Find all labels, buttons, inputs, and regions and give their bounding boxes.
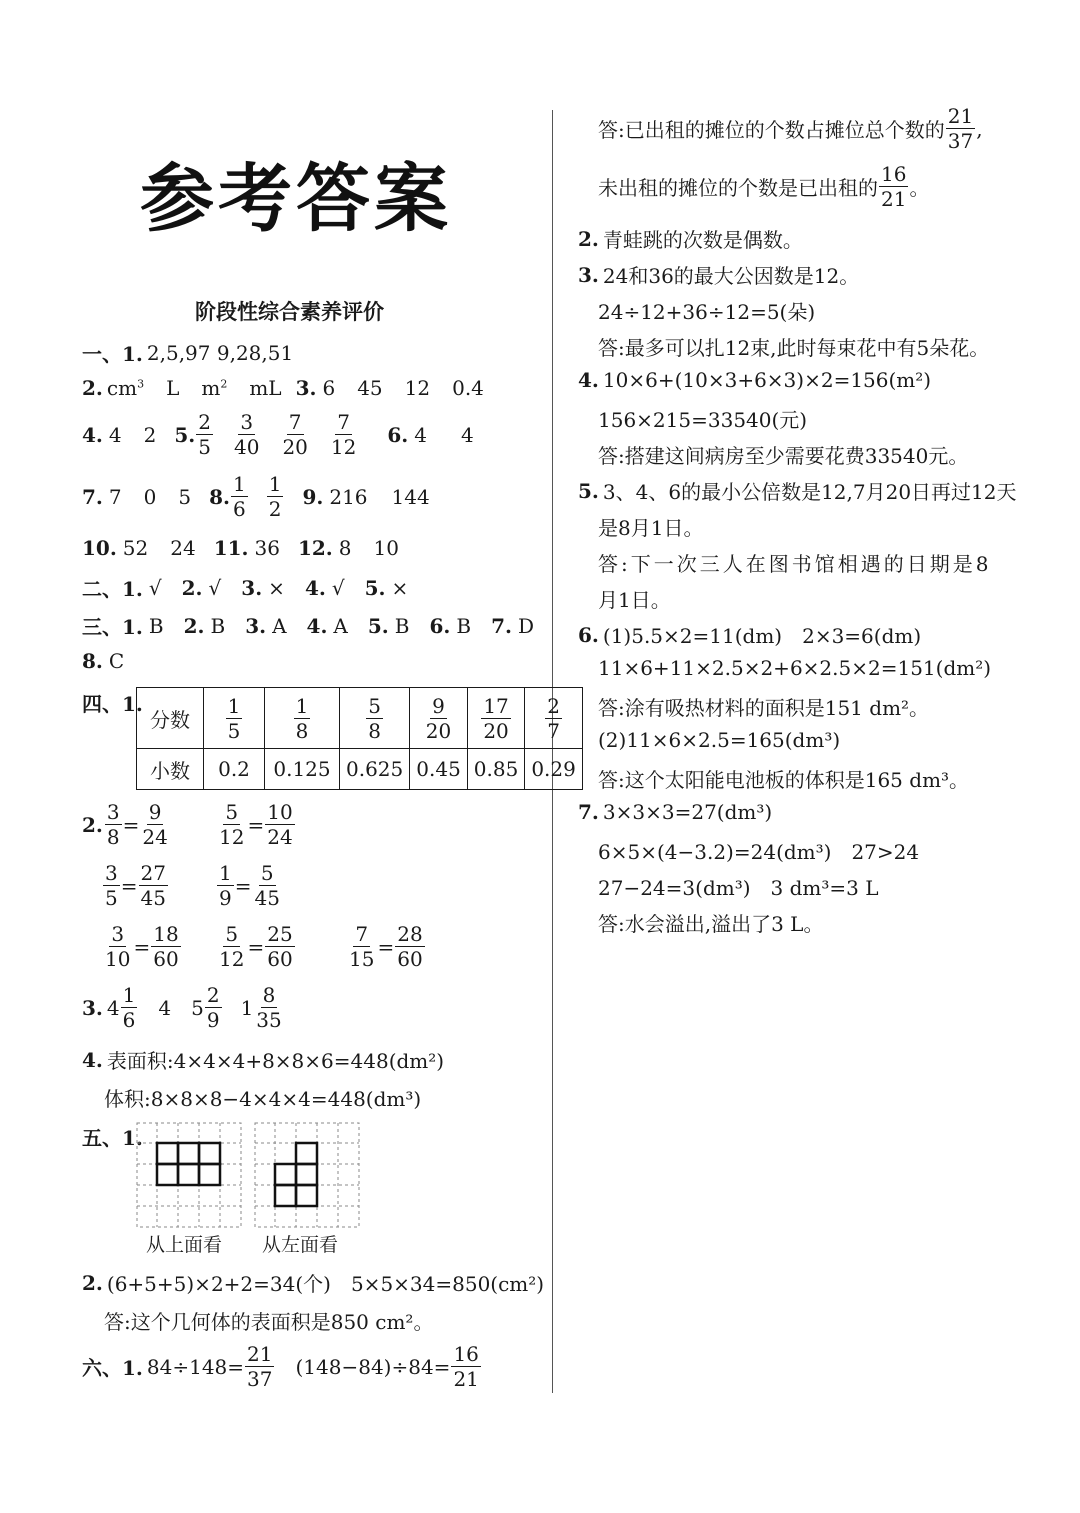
answer-text: 答:这个几何体的表面积是850 cm²。 xyxy=(104,1310,434,1334)
fraction: $\frac{5}{45}$ xyxy=(254,861,280,910)
answer-text: 答:这个太阳能电池板的体积是165 dm³。 xyxy=(598,768,970,792)
fraction: $\frac{9}{24}$ xyxy=(142,800,168,849)
table-cell: 0.85 xyxy=(467,749,525,790)
choice-answer: B xyxy=(394,613,410,638)
answer-value: 7 xyxy=(108,484,122,509)
cross-mark: × xyxy=(391,575,409,600)
choice-answer: A xyxy=(272,613,287,638)
question-number: 3. xyxy=(245,613,267,638)
cross-mark: × xyxy=(268,575,285,600)
answer-line-s4-label xyxy=(82,688,143,717)
answer-line-r5-l2 xyxy=(598,512,703,541)
choice-answer: A xyxy=(333,613,348,638)
question-number: 5. xyxy=(578,478,599,503)
answer-value: 4 xyxy=(414,422,427,447)
answer-line-r3-l2 xyxy=(598,296,815,325)
answer-line-s4-q3 xyxy=(82,985,285,1030)
choice-answer: D xyxy=(517,613,534,638)
answer-line-r4-l3 xyxy=(598,440,968,469)
answer-line-s5-q2-ans xyxy=(104,1306,433,1335)
answer-text: 青蛙跳的次数是偶数。 xyxy=(602,228,803,252)
answer-text: 84÷148= xyxy=(146,1354,245,1379)
question-number: 3. xyxy=(82,995,103,1020)
answer-text: 答:涂有吸热材料的面积是151 dm²。 xyxy=(598,696,930,720)
answer-value: 36 xyxy=(254,536,280,560)
answer-line-r7-l4 xyxy=(598,908,823,937)
answer-line-r2 xyxy=(578,224,803,253)
answer-text: 体积:8×8×8−4×4×4=448(dm³) xyxy=(104,1087,422,1111)
question-number: 4. xyxy=(82,422,103,447)
answer-value: 6 xyxy=(322,376,336,400)
answer-value: 4 xyxy=(158,995,172,1020)
fraction: $\frac{1}{6}$ xyxy=(232,472,246,521)
answer-line-s1-q4 xyxy=(82,412,474,457)
equivalent-fraction: $\frac{1}{9}$ = $\frac{5}{45}$ xyxy=(219,861,280,910)
answer-text: 11×6+11×2.5×2+6×2.5×2=151(dm²) xyxy=(598,656,992,680)
answer-value: 0 xyxy=(143,484,157,509)
section-label: 二、1. xyxy=(82,577,143,601)
choice-answer: B xyxy=(456,613,472,638)
punctuation: 。 xyxy=(909,176,930,200)
question-number: 7. xyxy=(82,484,103,509)
fraction: $\frac{18}{60}$ xyxy=(153,922,179,971)
answer-text: 24÷12+36÷12=5(朵) xyxy=(598,300,816,324)
check-mark: √ xyxy=(208,575,222,600)
answer-text: 3、4、6的最小公倍数是12,7月20日再过12天 xyxy=(602,480,1017,504)
fraction: $\frac{7}{12}$ xyxy=(330,410,357,459)
question-number: 5. xyxy=(367,613,389,638)
table-cell: $\frac{9}{20}$ xyxy=(410,688,468,749)
answer-line-r7-l2 xyxy=(598,836,919,865)
answer-value: 144 xyxy=(391,484,430,509)
question-number: 8. xyxy=(82,649,103,673)
answer-line-r1a xyxy=(598,106,983,151)
answer-text: (2)11×6×2.5=165(dm³) xyxy=(598,728,841,752)
answer-line-s1-q1 xyxy=(82,338,293,367)
fraction: $\frac{27}{45}$ xyxy=(140,861,166,910)
mixed-number: 5 $\frac{2}{9}$ xyxy=(191,983,220,1032)
question-number: 7. xyxy=(491,613,512,638)
answer-value: 12 xyxy=(404,376,431,400)
question-number: 2. xyxy=(183,613,205,638)
table-cell: 0.625 xyxy=(340,749,410,790)
question-number: 11. xyxy=(213,536,249,560)
left-view-grid xyxy=(254,1122,360,1228)
page-title: 参考答案 xyxy=(140,156,452,242)
fraction: $\frac{1}{9}$ xyxy=(219,861,232,910)
answer-line-r6-l5 xyxy=(598,764,969,793)
answer-text: (148−84)÷84= xyxy=(295,1354,451,1379)
answer-line-r6 xyxy=(578,620,921,649)
question-number: 3. xyxy=(295,376,317,400)
table-header: 小数 xyxy=(137,749,204,790)
fraction: $\frac{7}{20}$ xyxy=(282,410,308,459)
section-label: 五、1. xyxy=(82,1126,143,1150)
answer-text: 24和36的最大公因数是12。 xyxy=(602,264,860,288)
table-cell: 0.2 xyxy=(204,749,265,790)
answer-value: 216 xyxy=(329,484,368,509)
question-number: 2. xyxy=(181,575,203,600)
fraction-decimal-table xyxy=(136,687,583,790)
answer-line-r4 xyxy=(578,368,931,392)
mixed-number: 1 $\frac{8}{35}$ xyxy=(240,983,282,1032)
answer-text: 156×215=33540(元) xyxy=(598,408,808,432)
answer-line-s1-q10 xyxy=(82,536,399,560)
answer-line-r7-l3 xyxy=(598,872,879,901)
fraction: $\frac{10}{24}$ xyxy=(267,800,293,849)
fraction: $\frac{25}{60}$ xyxy=(267,922,293,971)
question-number: 4. xyxy=(82,1047,103,1072)
unit-cm3: $cm^3$ xyxy=(106,376,145,400)
table-cell: $\frac{1}{5}$ xyxy=(204,688,265,749)
answer-line-s5-q2 xyxy=(82,1268,544,1297)
unit-m2: $m^2$ xyxy=(201,376,228,400)
answer-line-r5-l4 xyxy=(598,584,671,613)
question-number: 12. xyxy=(297,536,333,560)
table-header: 分数 xyxy=(137,688,204,749)
answer-value: 4 xyxy=(108,422,122,447)
question-number: 2. xyxy=(82,812,103,837)
answer-line-r5-l3 xyxy=(598,548,991,577)
fraction: $\frac{21}{37}$ xyxy=(247,1342,273,1391)
left-view-caption: 从左面看 xyxy=(262,1234,339,1256)
answer-text: 6×5×(4−3.2)=24(dm³) 27>24 xyxy=(598,840,920,864)
fraction: $\frac{2}{5}$ xyxy=(198,410,211,459)
answer-line-s5-label xyxy=(82,1122,143,1151)
answer-line-r3 xyxy=(578,260,859,289)
table-cell: $\frac{17}{20}$ xyxy=(467,688,525,749)
fraction: $\frac{7}{15}$ xyxy=(349,922,375,971)
table-row xyxy=(137,749,583,790)
answer-line-s3-q8 xyxy=(82,649,124,673)
question-number: 3. xyxy=(241,575,263,600)
answer-text: (6+5+5)×2+2=34(个) 5×5×34=850(cm²) xyxy=(106,1272,545,1296)
answer-text: (1)5.5×2=11(dm) 2×3=6(dm) xyxy=(602,624,922,648)
answer-line-r6-l3 xyxy=(598,692,929,721)
question-number: 5. xyxy=(174,422,196,447)
section-label: 三、1. xyxy=(82,615,143,639)
fraction: $\frac{3}{5}$ xyxy=(105,861,118,910)
question-number: 2. xyxy=(82,1270,103,1295)
equivalent-fraction: $\frac{5}{12}$ = $\frac{10}{24}$ xyxy=(219,800,293,849)
fraction: $\frac{28}{60}$ xyxy=(397,922,423,971)
question-number: 2. xyxy=(82,376,103,400)
answer-line-s4-q4-volume xyxy=(104,1083,421,1112)
answer-line-s3 xyxy=(82,611,534,640)
answer-line-r6-l2 xyxy=(598,656,991,680)
answer-value: 5 xyxy=(178,484,192,509)
table-cell: 0.29 xyxy=(525,749,583,790)
check-mark: √ xyxy=(331,575,345,600)
fraction: $\frac{3}{10}$ xyxy=(105,922,131,971)
answer-line-r6-l4 xyxy=(598,728,840,752)
answer-text: 未出租的摊位的个数是已出租的 xyxy=(598,176,878,200)
answer-line-s2 xyxy=(82,573,408,602)
answer-text: 答:已出租的摊位的个数占摊位总个数的 xyxy=(598,118,945,142)
answer-text: 3×3×3=27(dm³) xyxy=(602,800,773,824)
answer-value: 45 xyxy=(357,376,383,400)
question-number: 7. xyxy=(578,800,599,824)
answer-line-r5 xyxy=(578,476,1017,505)
table-cell: 0.125 xyxy=(265,749,340,790)
section-label: 六、1. xyxy=(82,1356,143,1380)
table-cell: $\frac{2}{7}$ xyxy=(525,688,583,749)
question-number: 9. xyxy=(302,484,324,509)
answer-line-s1-q7 xyxy=(82,474,430,519)
section-label: 一、1. xyxy=(82,342,143,366)
question-number: 6. xyxy=(578,622,599,647)
fraction: $\frac{5}{12}$ xyxy=(219,800,245,849)
question-number: 6. xyxy=(429,613,451,638)
unit-l: L xyxy=(166,376,180,400)
answer-text: 答:下一次三人在图书馆相遇的日期是8 xyxy=(598,552,992,576)
answer-line-s4-q4 xyxy=(82,1045,444,1074)
answer-text: 10×6+(10×3+6×3)×2=156(m²) xyxy=(602,368,932,392)
question-number: 6. xyxy=(387,422,409,447)
answer-line-r4-l2 xyxy=(598,404,807,433)
answer-text: 27−24=3(dm³) 3 dm³=3 L xyxy=(598,876,879,900)
answer-line-r3-l3 xyxy=(598,332,989,361)
section-label: 四、1. xyxy=(82,692,143,716)
answer-value: 8 xyxy=(338,536,352,560)
answer-text: 2,5,97 9,28,51 xyxy=(146,340,294,365)
answer-text: 月1日。 xyxy=(598,588,671,612)
question-number: 5. xyxy=(364,575,386,600)
fraction: $\frac{1}{2}$ xyxy=(268,472,282,521)
answer-line-r7 xyxy=(578,800,772,824)
fraction: $\frac{16}{21}$ xyxy=(453,1342,479,1391)
answer-value: 24 xyxy=(170,536,196,560)
answer-text: 答:搭建这间病房至少需要花费33540元。 xyxy=(598,444,969,468)
equivalent-fraction: $\frac{3}{10}$ = $\frac{18}{60}$ xyxy=(105,922,179,971)
answer-value: 52 xyxy=(122,536,149,560)
answer-value: 2 xyxy=(143,422,157,447)
answer-text: 表面积:4×4×4+8×8×6=448(dm²) xyxy=(106,1049,445,1073)
equivalent-fraction: $\frac{5}{12}$ = $\frac{25}{60}$ xyxy=(219,922,293,971)
check-mark: √ xyxy=(148,575,162,600)
answer-value: 4 xyxy=(460,422,474,447)
choice-answer: C xyxy=(108,649,125,673)
question-number: 10. xyxy=(82,536,117,560)
top-view-caption: 从上面看 xyxy=(146,1234,223,1256)
answer-text: 答:最多可以扎12束,此时每束花中有5朵花。 xyxy=(598,336,990,360)
fraction: $\frac{3}{8}$ xyxy=(106,800,120,849)
table-cell: $\frac{5}{8}$ xyxy=(340,688,410,749)
fraction: $\frac{5}{12}$ xyxy=(219,922,245,971)
question-number: 4. xyxy=(306,613,328,638)
section-subtitle: 阶段性综合素养评价 xyxy=(195,300,384,324)
table-cell: $\frac{1}{8}$ xyxy=(265,688,340,749)
answer-text: 答:水会溢出,溢出了3 L。 xyxy=(598,912,824,936)
choice-answer: B xyxy=(210,613,226,638)
question-number: 8. xyxy=(209,484,230,509)
question-number: 3. xyxy=(578,262,599,287)
answer-value: 10 xyxy=(373,536,399,560)
equivalent-fraction: $\frac{3}{5}$ = $\frac{27}{45}$ xyxy=(105,861,166,910)
fraction: $\frac{21}{37}$ xyxy=(947,104,974,153)
fraction: $\frac{3}{40}$ xyxy=(233,410,260,459)
question-number: 4. xyxy=(578,368,599,392)
mixed-number: 4 $\frac{1}{6}$ xyxy=(106,983,136,1032)
answer-line-s1-q2 xyxy=(82,376,484,400)
table-cell: 0.45 xyxy=(410,749,468,790)
equivalent-fraction: $\frac{7}{15}$ = $\frac{28}{60}$ xyxy=(349,922,423,971)
answer-line-r1b xyxy=(598,164,929,209)
choice-answer: B xyxy=(148,613,164,638)
question-number: 2. xyxy=(578,226,599,251)
table-row xyxy=(137,688,583,749)
answer-line-s4-q2-row1: 2. $\frac{3}{8}$ = $\frac{9}{24}$ xyxy=(82,800,168,849)
question-number: 4. xyxy=(304,575,326,600)
top-view-grid xyxy=(136,1122,242,1228)
fraction: $\frac{16}{21}$ xyxy=(881,162,907,211)
unit-ml: mL xyxy=(249,376,282,400)
answer-value: 0.4 xyxy=(452,376,484,400)
answer-line-s6-q1 xyxy=(82,1344,482,1389)
punctuation: , xyxy=(976,116,983,141)
answer-text: 是8月1日。 xyxy=(598,516,704,540)
